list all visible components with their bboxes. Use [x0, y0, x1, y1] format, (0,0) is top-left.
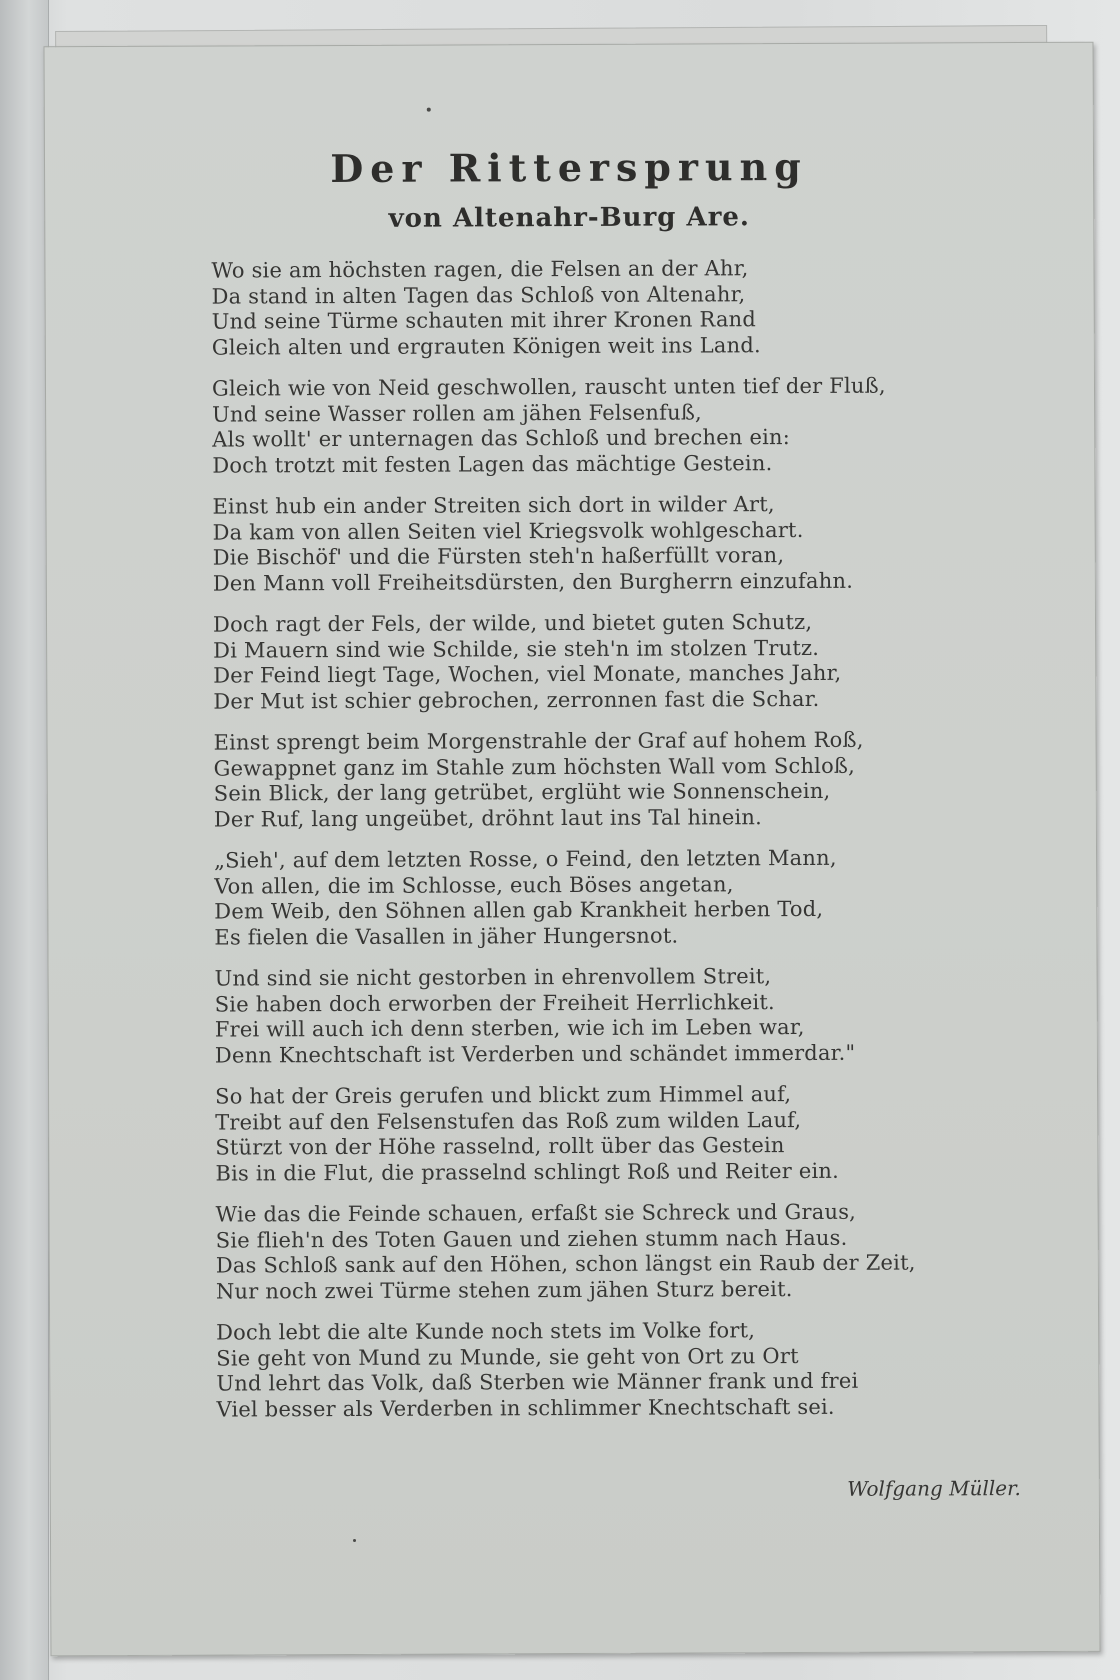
verse-line: Und lehrt das Volk, daß Sterben wie Männer frank und frei	[216, 1368, 859, 1396]
verse-line: Der Ruf, lang ungeübet, dröhnt laut ins Tal hinein.	[213, 804, 763, 832]
stanza	[213, 727, 1073, 833]
verse-line: Bis in die Flut, die prasselnd schlingt Roß und Reiter ein.	[215, 1158, 840, 1186]
stanza	[216, 1199, 1076, 1305]
verse-line: Frei will auch ich denn sterben, wie ich im Leben war,	[214, 1014, 805, 1042]
verse-line: Sie haben doch erworben der Freiheit Herrlichkeit.	[214, 989, 775, 1017]
stanza	[215, 963, 1075, 1069]
verse-line: Die Bischöf' und die Fürsten steh'n haßerfüllt voran,	[212, 543, 785, 570]
verse-line: Sein Blick, der lang getrübet, erglüht wie Sonnenschein,	[213, 778, 831, 806]
verse-line: Den Mann voll Freiheitsdürsten, den Burgherrn einzufahn.	[212, 568, 854, 596]
verse-line: Gewappnet ganz im Stahle zum höchsten Wall vom Schloß,	[213, 753, 856, 781]
verse-line: Doch trotzt mit festen Lagen das mächtige Gestein.	[212, 450, 773, 478]
verse-line: Nur noch zwei Türme stehen zum jähen Sturz bereit.	[215, 1276, 793, 1304]
print-speck	[353, 1539, 356, 1542]
verse-line: Sie geht von Mund zu Munde, sie geht von Ort zu Ort	[216, 1343, 799, 1371]
verse-line: Und seine Türme schauten mit ihrer Kronen Rand	[211, 307, 757, 334]
verse-line: Doch ragt der Fels, der wilde, und bietet guten Schutz,	[212, 609, 813, 637]
verse-line: Das Schloß sank auf den Höhen, schon längst ein Raub der Zeit,	[215, 1250, 916, 1278]
stanza	[214, 845, 1074, 951]
verse-line: Als wollt' er unternagen das Schloß und brechen ein:	[212, 425, 791, 452]
verse-line: Und seine Wasser rollen am jähen Felsenfuß,	[212, 399, 702, 427]
verse-line: „Sieh', auf dem letzten Rosse, o Feind, den letzten Mann,	[213, 845, 837, 873]
print-speck	[427, 108, 431, 112]
verse-line: Da stand in alten Tagen das Schloß von Altenahr,	[211, 281, 746, 309]
stanza	[212, 491, 1072, 597]
verse-line: Von allen, die im Schlosse, euch Böses angetan,	[214, 871, 734, 899]
verse-line: Und sind sie nicht gestorben in ehrenvollem Streit,	[214, 964, 772, 991]
verse-line: Der Feind liegt Tage, Wochen, viel Monate, manches Jahr,	[213, 660, 842, 688]
stanza	[216, 1317, 1076, 1423]
verse-line: Stürzt von der Höhe rasselnd, rollt über das Gestein	[215, 1133, 785, 1160]
verse-line: Gleich wie von Neid geschwollen, rauscht unten tief der Fluß,	[211, 373, 886, 401]
album-sleeve-edge	[0, 0, 49, 1680]
verse-line: Der Mut ist schier gebrochen, zerronnen fast die Schar.	[213, 686, 820, 714]
poem-body	[211, 255, 1076, 1439]
verse-line: Sie flieh'n des Toten Gauen und ziehen stumm nach Haus.	[215, 1225, 848, 1253]
stanza	[211, 255, 1071, 361]
stanza	[212, 373, 1072, 479]
verse-line: Gleich alten und ergrauten Königen weit ins Land.	[211, 332, 761, 360]
verse-line: Di Mauern sind wie Schilde, sie steh'n im stolzen Trutz.	[213, 635, 820, 663]
verse-line: Wie das die Feinde schauen, erfaßt sie Schreck und Graus,	[215, 1199, 857, 1227]
stanza	[213, 609, 1073, 715]
verse-line: Treibt auf den Felsenstufen das Roß zum wilden Lauf,	[215, 1107, 802, 1135]
poem-author: Wolfgang Müller.	[847, 1476, 1021, 1501]
verse-line: Einst sprengt beim Morgenstrahle der Graf auf hohem Roß,	[213, 727, 864, 755]
verse-line: Denn Knechtschaft ist Verderben und schändet immerdar."	[214, 1040, 856, 1068]
poem-subtitle: von Altenahr-Burg Are.	[388, 202, 751, 234]
poem-card	[43, 42, 1100, 1657]
verse-line: Da kam von allen Seiten viel Kriegsvolk wohlgeschart.	[212, 517, 804, 545]
verse-line: Dem Weib, den Söhnen allen gab Krankheit herben Tod,	[214, 896, 824, 924]
poem-title: Der Rittersprung	[330, 143, 808, 192]
verse-line: Einst hub ein ander Streiten sich dort in wilder Art,	[212, 492, 775, 519]
verse-line: Wo sie am höchsten ragen, die Felsen an der Ahr,	[211, 256, 749, 283]
verse-line: Viel besser als Verderben in schlimmer Knechtschaft sei.	[216, 1394, 835, 1422]
stanza	[215, 1081, 1075, 1187]
verse-line: Es fielen die Vasallen in jäher Hungersnot.	[214, 923, 679, 950]
verse-line: Doch lebt die alte Kunde noch stets im Volke fort,	[216, 1318, 756, 1345]
verse-line: So hat der Greis gerufen und blickt zum Himmel auf,	[215, 1082, 792, 1109]
